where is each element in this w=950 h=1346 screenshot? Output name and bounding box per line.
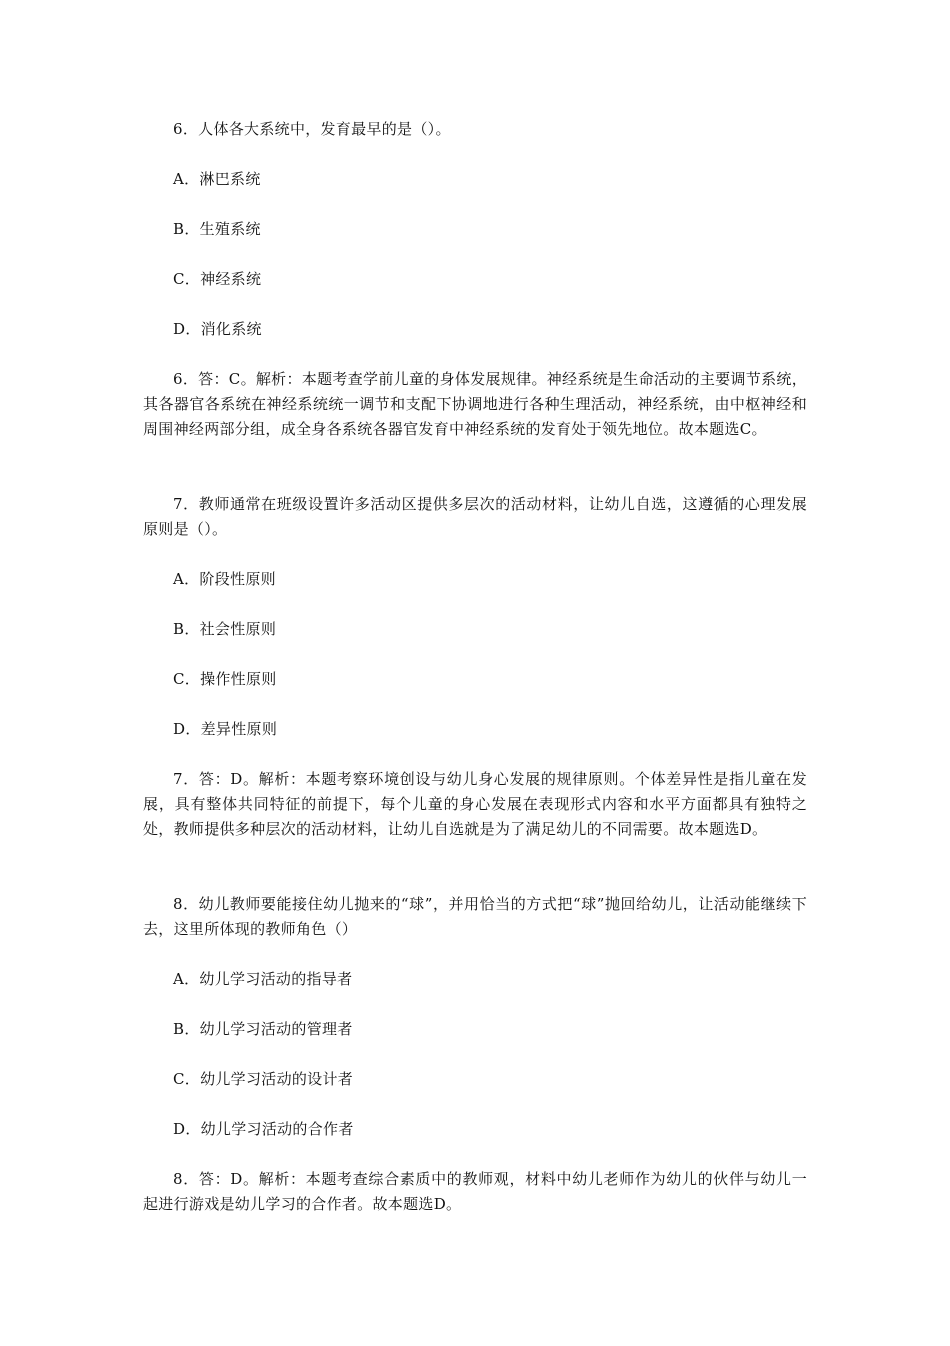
q8-option-c: C．幼儿学习活动的设计者 (173, 1070, 354, 1088)
q6-option-b: B．生殖系统 (173, 220, 261, 238)
q8-option-a: A．幼儿学习活动的指导者 (173, 970, 353, 988)
q6-option-c: C．神经系统 (173, 270, 262, 288)
q8-answer: 8．答：D。解析：本题考查综合素质中的教师观，材料中幼儿老师作为幼儿的伙伴与幼儿一起进行游戏是幼儿学习的合作者。故本题选D。 (143, 1170, 807, 1213)
q6-question: 6．人体各大系统中，发育最早的是（）。 (173, 120, 451, 138)
q6-answer: 6．答：C。解析：本题考查学前儿童的身体发展规律。神经系统是生命活动的主要调节系统，其各器官各系统在神经系统统一调节和支配下协调地进行各种生理活动，神经系统，由中枢神经和周围神经两部分组，成全身各系统各器官发育中神经系统的发育处于领先地位。故本题选C。 (143, 370, 807, 438)
q8-question: 8．幼儿教师要能接住幼儿抛来的“球”，并用恰当的方式把“球”抛回给幼儿，让活动能继续下去，这里所体现的教师角色（） (143, 895, 807, 938)
q8-option-b: B．幼儿学习活动的管理者 (173, 1020, 353, 1038)
q7-option-c: C．操作性原则 (173, 670, 277, 688)
q7-answer: 7．答：D。解析：本题考察环境创设与幼儿身心发展的规律原则。个体差异性是指儿童在发展，具有整体共同特征的前提下，每个儿童的身心发展在表现形式内容和水平方面都具有独特之处，教师提供多种层次的活动材料，让幼儿自选就是为了满足幼儿的不同需要。故本题选D。 (143, 770, 807, 838)
q6-option-d: D．消化系统 (173, 320, 262, 338)
q7-question: 7．教师通常在班级设置许多活动区提供多层次的活动材料，让幼儿自选，这遵循的心理发展原则是（）。 (143, 495, 807, 538)
q6-option-a: A．淋巴系统 (173, 170, 261, 188)
q7-option-a: A．阶段性原则 (173, 570, 276, 588)
q7-option-b: B．社会性原则 (173, 620, 277, 638)
q7-option-d: D．差异性原则 (173, 720, 278, 738)
q8-option-d: D．幼儿学习活动的合作者 (173, 1120, 354, 1138)
